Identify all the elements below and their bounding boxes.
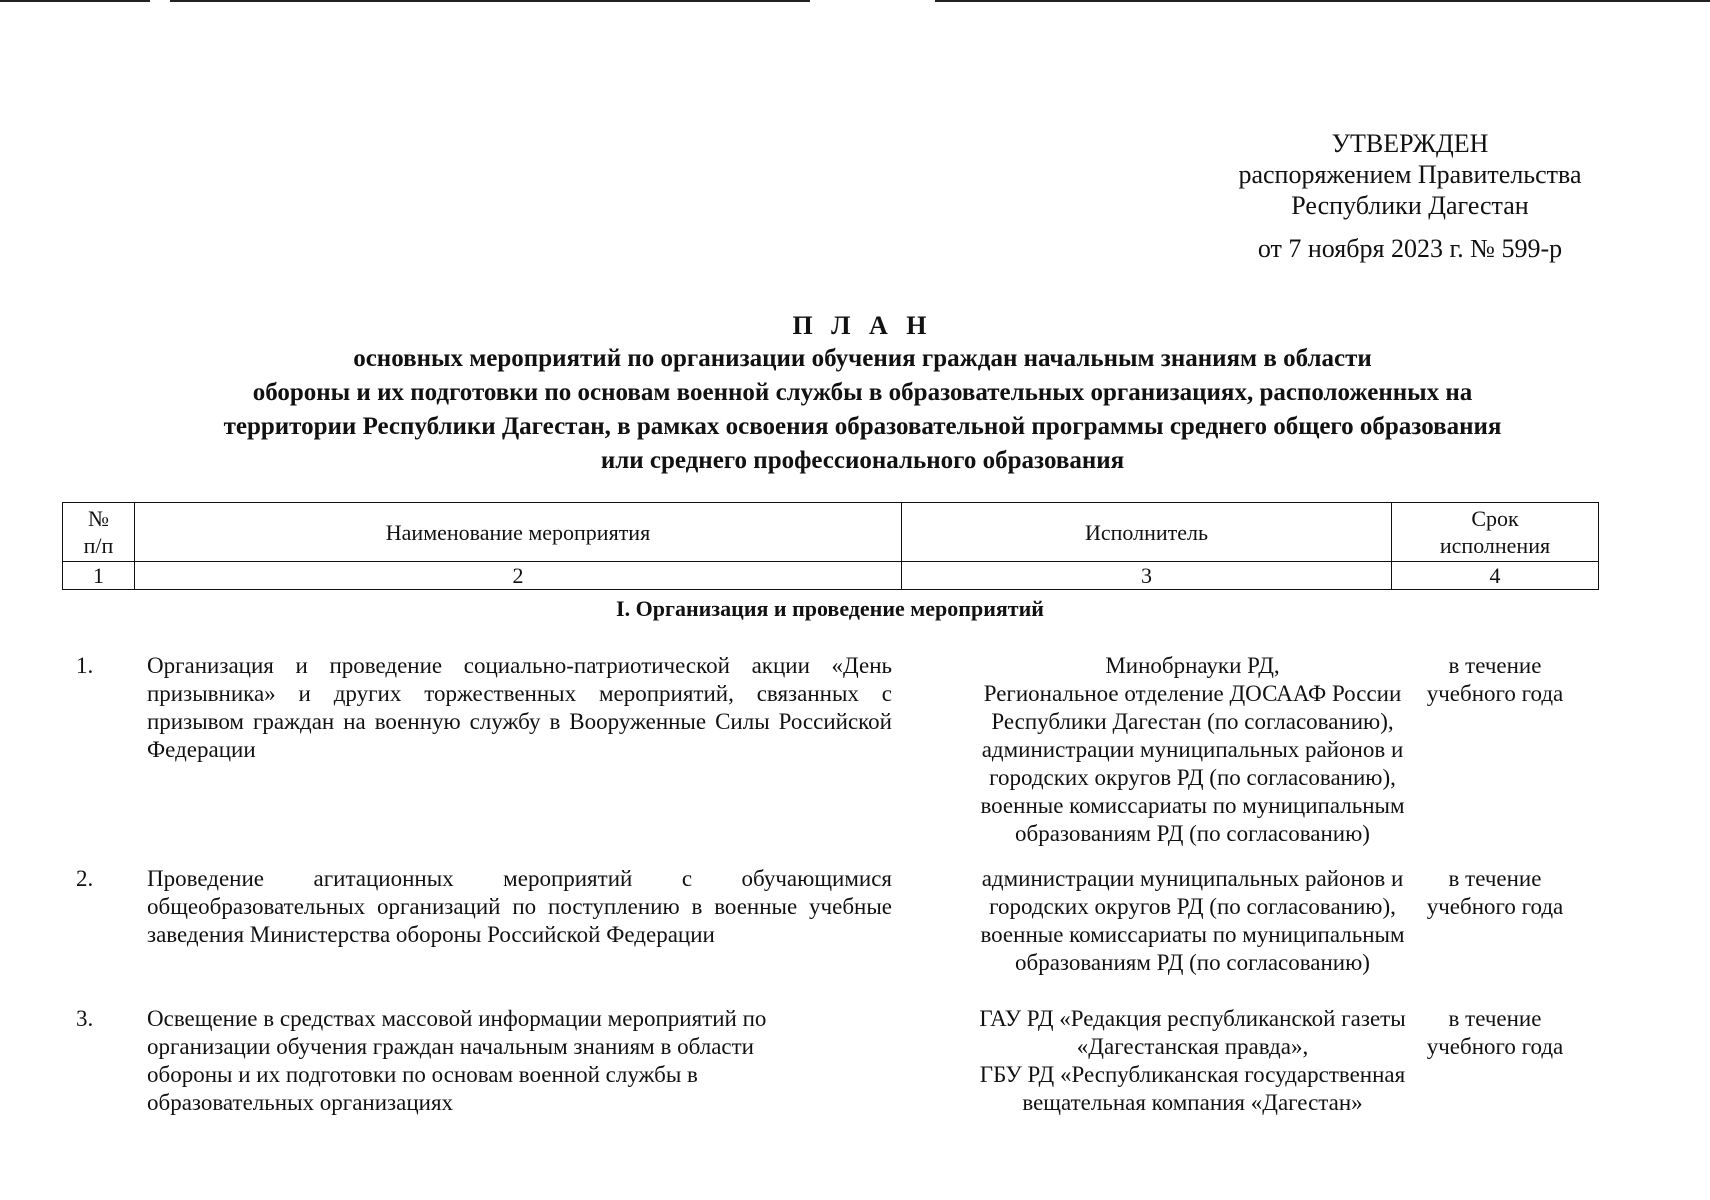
executor-line: вещательная компания «Дагестан» xyxy=(1022,1090,1363,1115)
executor-line: ГАУ РД «Редакция республиканской газеты xyxy=(979,1006,1406,1031)
row-executor xyxy=(910,1005,1475,1117)
header-number-label-1: № xyxy=(88,506,109,531)
approval-date-number: от 7 ноября 2023 г. № 599-р xyxy=(1257,234,1563,263)
row-number: 2. xyxy=(76,866,94,891)
header-executor-cell: Исполнитель xyxy=(902,503,1392,562)
header-number-cell xyxy=(63,503,135,562)
row-number: 1. xyxy=(76,653,94,678)
row-term xyxy=(1395,865,1595,921)
column-number-3: 3 xyxy=(902,562,1392,590)
approval-status: УТВЕРЖДЕН xyxy=(1331,129,1489,158)
term-line: учебного года xyxy=(1426,1034,1564,1059)
header-term-cell xyxy=(1392,503,1599,562)
row-activity-name: Проведение агитационных мероприятий с обучающимися общеобразовательных организаций по поступлению в военные учебные заведения Министерства обороны Российской Федерации xyxy=(147,866,892,947)
row-executor xyxy=(910,865,1475,977)
row-number: 3. xyxy=(76,1006,94,1031)
activity-name-line: организации обучения граждан начальным знаниям в области xyxy=(147,1034,754,1059)
executor-line: военные комиссариаты по муниципальным xyxy=(980,922,1405,947)
document-title xyxy=(90,310,1635,478)
executor-line: военные комиссариаты по муниципальным xyxy=(980,793,1405,818)
executor-line: администрации муниципальных районов и xyxy=(981,866,1404,891)
activity-name-line: обороны и их подготовки по основам военной службы в xyxy=(147,1062,698,1087)
executor-line: ГБУ РД «Республиканская государственная xyxy=(979,1062,1406,1087)
term-line: учебного года xyxy=(1426,894,1564,919)
top-edge-line-center xyxy=(170,0,810,2)
executor-line: Минобрнауки РД, xyxy=(1105,653,1280,678)
executor-line: городских округов РД (по согласованию), xyxy=(989,765,1396,790)
plan-heading: П Л А Н xyxy=(792,311,933,340)
row-executor xyxy=(910,652,1475,848)
row-term xyxy=(1395,1005,1595,1061)
term-line: в течение xyxy=(1448,1006,1542,1031)
approval-line-1: распоряжением Правительства xyxy=(1238,160,1582,189)
title-line-1: основных мероприятий по организации обучения граждан начальным знаниям в области xyxy=(353,345,1372,372)
executor-line: образованиям РД (по согласованию) xyxy=(1015,821,1370,846)
executor-line: администрации муниципальных районов и xyxy=(981,737,1404,762)
term-line: в течение xyxy=(1448,866,1542,891)
header-term-label-1: Срок xyxy=(1471,506,1519,531)
top-edge-line-right xyxy=(935,0,1710,2)
executor-line: «Дагестанская правда», xyxy=(1076,1034,1309,1059)
row-term xyxy=(1395,652,1595,708)
column-number-2: 2 xyxy=(135,562,902,590)
row-activity-name xyxy=(147,1005,892,1117)
title-line-2: обороны и их подготовки по основам военной службы в образовательных организациях, расположенных на xyxy=(252,379,1473,406)
header-term-label-2: исполнения xyxy=(1439,533,1551,558)
activity-name-line: Освещение в средствах массовой информации мероприятий по xyxy=(147,1006,767,1031)
title-line-3: территории Республики Дагестан, в рамках освоения образовательной программы среднего общего образования xyxy=(223,413,1502,440)
activity-name-line: образовательных организациях xyxy=(147,1090,454,1115)
executor-line: Региональное отделение ДОСААФ России xyxy=(983,681,1402,706)
table-header xyxy=(62,502,1599,590)
term-line: в течение xyxy=(1448,653,1542,678)
header-name-cell: Наименование мероприятия xyxy=(135,503,902,562)
approval-line-2: Республики Дагестан xyxy=(1291,191,1529,220)
column-number-1: 1 xyxy=(63,562,135,590)
approval-stamp xyxy=(1210,128,1610,264)
title-line-4: или среднего профессионального образования xyxy=(600,447,1125,474)
section-title: I. Организация и проведение мероприятий xyxy=(616,596,1044,621)
header-number-label-2: п/п xyxy=(83,533,114,558)
executor-line: образованиям РД (по согласованию) xyxy=(1015,950,1370,975)
top-edge-line-left xyxy=(0,0,150,2)
executor-line: Республики Дагестан (по согласованию), xyxy=(991,709,1394,734)
term-line: учебного года xyxy=(1426,681,1564,706)
executor-line: городских округов РД (по согласованию), xyxy=(989,894,1396,919)
column-number-4: 4 xyxy=(1392,562,1599,590)
row-activity-name: Организация и проведение социально-патриотической акции «День призывника» и других торжественных мероприятий, связанных с призывом граждан на военную службу в Вооруженные Силы Российской Федерации xyxy=(147,653,892,762)
